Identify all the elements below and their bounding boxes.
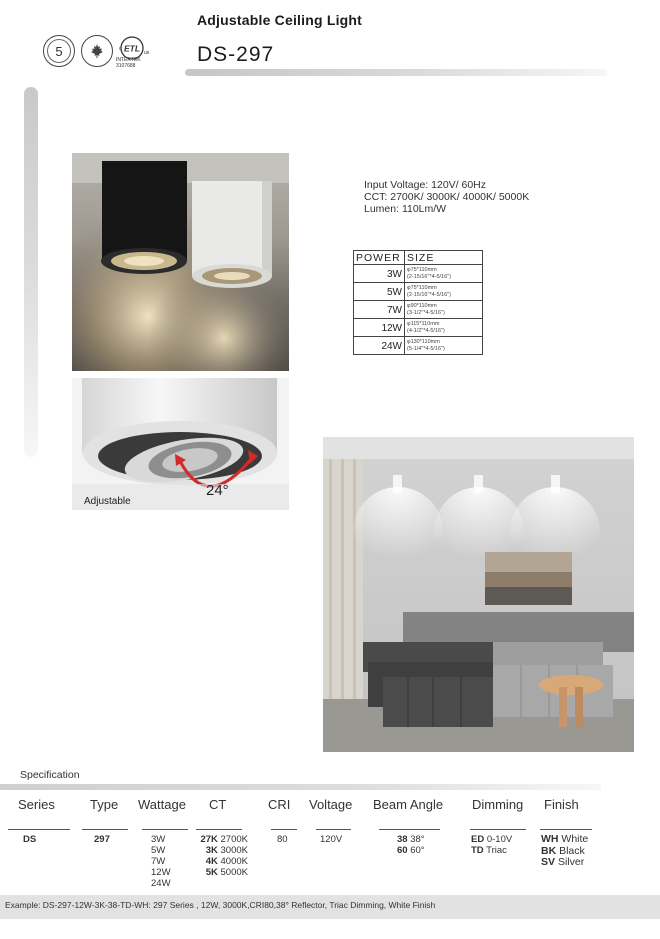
size-imperial: (4-1/2"*4-5/16") — [407, 327, 445, 334]
etl-number — [116, 57, 141, 69]
rotation-angle-label: 24° — [206, 482, 229, 499]
finish-values — [541, 834, 588, 869]
size-metric: φ115*110mm — [407, 320, 440, 327]
column-header-type: Type — [90, 797, 119, 812]
table-row — [354, 337, 483, 355]
type-code: 297 — [94, 834, 110, 845]
ct-code: 27K — [200, 834, 218, 845]
power-cell: 12W — [354, 319, 405, 337]
column-header-cri: CRI — [268, 797, 291, 812]
dimming-values — [471, 834, 512, 856]
header-divider — [185, 69, 607, 76]
beam-angle-underline — [379, 829, 440, 830]
specification-divider — [0, 784, 601, 790]
wattage-option: 3W — [151, 834, 166, 845]
dimming-code: ED — [471, 834, 485, 845]
wattage-values — [151, 834, 171, 889]
size-imperial: (5-1/4"*4-5/16") — [407, 345, 445, 352]
finish-option — [541, 857, 588, 869]
living-room-scene-photo — [323, 437, 634, 752]
ct-option — [196, 867, 248, 878]
series-value — [23, 834, 36, 845]
dimming-code: TD — [471, 845, 484, 856]
ct-code: 5K — [205, 867, 218, 878]
voltage-value: 120V — [320, 834, 343, 845]
dimming-option — [471, 834, 512, 845]
ct-option — [196, 845, 248, 856]
etl-label: INTERTEK — [116, 57, 141, 63]
ct-values — [196, 834, 248, 878]
product-photo-illustration — [72, 153, 289, 371]
type-underline — [82, 829, 128, 830]
finish-value: Silver — [557, 856, 585, 868]
size-metric: φ130*110mm — [407, 338, 440, 345]
wattage-option: 7W — [151, 856, 166, 867]
adjustable-head-photo — [72, 378, 289, 510]
wattage-option: 5W — [151, 845, 166, 856]
table-row — [354, 265, 483, 283]
wattage-option: 12W — [151, 867, 171, 878]
finish-code: BK — [541, 844, 557, 857]
electrical-specs — [364, 179, 529, 215]
cri-value: 80 — [277, 834, 288, 845]
dimming-option — [471, 845, 512, 856]
wattage-option: 24W — [151, 878, 171, 889]
size-header: SIZE — [405, 251, 483, 265]
five-year-warranty-badge — [43, 35, 75, 67]
product-photo-black-white — [72, 153, 289, 371]
ct-underline — [196, 829, 242, 830]
power-size-table — [353, 250, 483, 355]
five-year-number: 5 — [47, 39, 71, 63]
svg-text:us: us — [144, 50, 150, 56]
side-accent-bar — [24, 87, 38, 457]
power-cell: 3W — [354, 265, 405, 283]
series-underline — [8, 829, 70, 830]
ct-value: 3000K — [220, 845, 248, 856]
beam-value: 60° — [410, 845, 425, 856]
ct-value: 5000K — [220, 867, 248, 878]
finish-code: SV — [541, 856, 556, 868]
ct-value: 4000K — [220, 856, 248, 867]
room-scene-illustration — [323, 437, 634, 752]
size-metric: φ75*110mm — [407, 266, 437, 273]
dimming-underline — [470, 829, 526, 830]
input-voltage: Input Voltage: 120V/ 60Hz — [364, 179, 487, 191]
beam-option — [397, 834, 425, 845]
ct-code: 3K — [205, 845, 218, 856]
column-header-finish: Finish — [544, 797, 579, 812]
beam-values — [397, 834, 425, 856]
type-value — [94, 834, 110, 845]
power-cell: 24W — [354, 337, 405, 355]
column-header-voltage: Voltage — [309, 797, 353, 812]
size-metric: φ90*110mm — [407, 302, 437, 309]
wattage-underline — [142, 829, 188, 830]
dimming-value: 0-10V — [486, 834, 513, 845]
power-cell: 5W — [354, 283, 405, 301]
voltage-underline — [316, 829, 351, 830]
ordering-example: Example: DS-297-12W-3K-38-TD-WH: 297 Series , 12W, 3000K,CRI80,38° Reflector, Triac Dimming, White Finish — [5, 900, 436, 910]
table-row — [354, 319, 483, 337]
column-header-dimming: Dimming — [472, 797, 524, 812]
beam-code: 60 — [397, 845, 408, 856]
ct-option — [196, 834, 248, 845]
beam-value: 38° — [410, 834, 425, 845]
size-imperial: (2-15/16"*4-5/16") — [407, 273, 451, 280]
adjustable-head-illustration — [72, 378, 289, 510]
table-row — [354, 283, 483, 301]
model-number: DS-297 — [197, 43, 275, 66]
specification-label: Specification — [20, 769, 80, 781]
finish-underline — [540, 829, 592, 830]
column-header-beam-angle: Beam Angle — [373, 797, 444, 812]
canadian-certification-badge — [81, 35, 113, 67]
ct-value: 2700K — [220, 834, 248, 845]
ct-code: 4K — [205, 856, 218, 867]
lumen-output: Lumen: 110Lm/W — [364, 203, 447, 215]
cri-underline — [271, 829, 297, 830]
size-imperial: (2-15/16"*4-5/16") — [407, 291, 451, 298]
svg-text:ETL: ETL — [123, 43, 141, 54]
table-row — [354, 301, 483, 319]
column-header-ct: CT — [209, 797, 227, 812]
ct-option — [196, 856, 248, 867]
column-header-series: Series — [18, 797, 55, 812]
finish-value: White — [561, 833, 589, 845]
column-header-wattage: Wattage — [138, 797, 186, 812]
dimming-value: Triac — [486, 845, 507, 856]
series-code: DS — [23, 834, 37, 845]
beam-option — [397, 845, 425, 856]
finish-value: Black — [559, 844, 585, 857]
size-metric: φ75*110mm — [407, 284, 437, 291]
adjustable-label: Adjustable — [84, 496, 131, 507]
power-header: POWER — [354, 251, 405, 265]
size-imperial: (3-1/2"*4-5/16") — [407, 309, 445, 316]
product-title: Adjustable Ceiling Light — [197, 12, 363, 28]
power-cell: 7W — [354, 301, 405, 319]
cct-options: CCT: 2700K/ 3000K/ 4000K/ 5000K — [364, 191, 530, 203]
svg-text:c: c — [119, 46, 122, 52]
beam-code: 38 — [397, 834, 408, 845]
maple-leaf-icon — [89, 43, 105, 59]
etl-listing-number: 3107688 — [116, 63, 136, 69]
finish-code: WH — [541, 833, 559, 845]
